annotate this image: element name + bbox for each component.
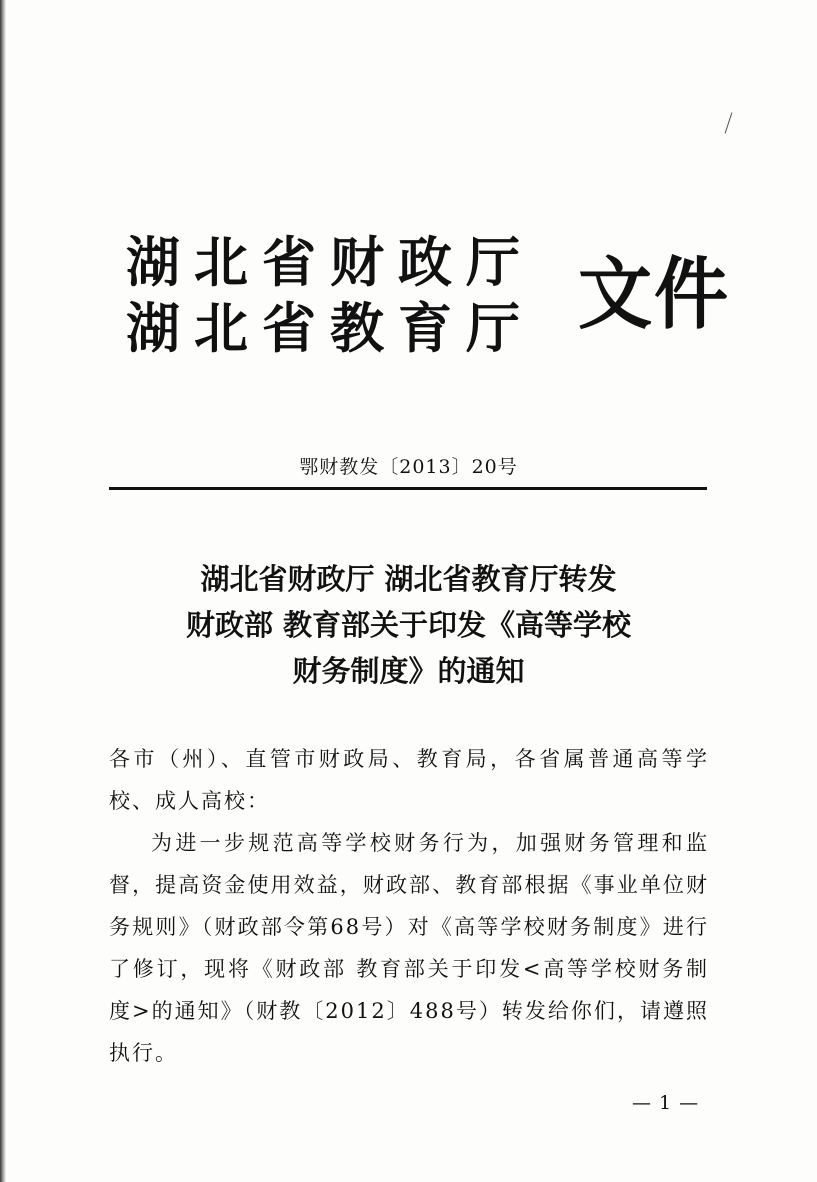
document-header — [126, 230, 731, 370]
issuing-authorities — [126, 230, 534, 362]
document-body — [109, 738, 709, 1074]
title-line: 湖北省财政厅 湖北省教育厅转发 — [200, 562, 617, 596]
title-line: 财政部 教育部关于印发《高等学校 — [185, 608, 632, 642]
title-line: 财务制度》的通知 — [292, 654, 525, 688]
page-number: — 1 — — [632, 1092, 700, 1114]
header-divider — [109, 487, 707, 490]
issuer-line-finance: 湖北省财政厅 — [126, 231, 534, 294]
salutation: 各市（州）、直管市财政局、教育局，各省属普通高等学校、成人高校： — [109, 747, 709, 813]
scan-stray-mark — [725, 112, 733, 133]
document-number: 鄂财教发〔2013〕20号 — [299, 456, 518, 478]
issuer-line-education: 湖北省教育厅 — [126, 297, 534, 360]
body-paragraph: 为进一步规范高等学校财务行为，加强财务管理和监督，提高资金使用效益，财政部、教育部根据《事业单位财务规则》（财政部令第68号）对《高等学校财务制度》进行了修订，现将《财政部 教育部关于印发<高等学校财务制度>的通知》（财教〔2012〕488号）转发给你们，请遵照执行。 — [109, 831, 709, 1065]
document-word: 文件 — [578, 250, 731, 340]
document-title — [0, 556, 817, 694]
